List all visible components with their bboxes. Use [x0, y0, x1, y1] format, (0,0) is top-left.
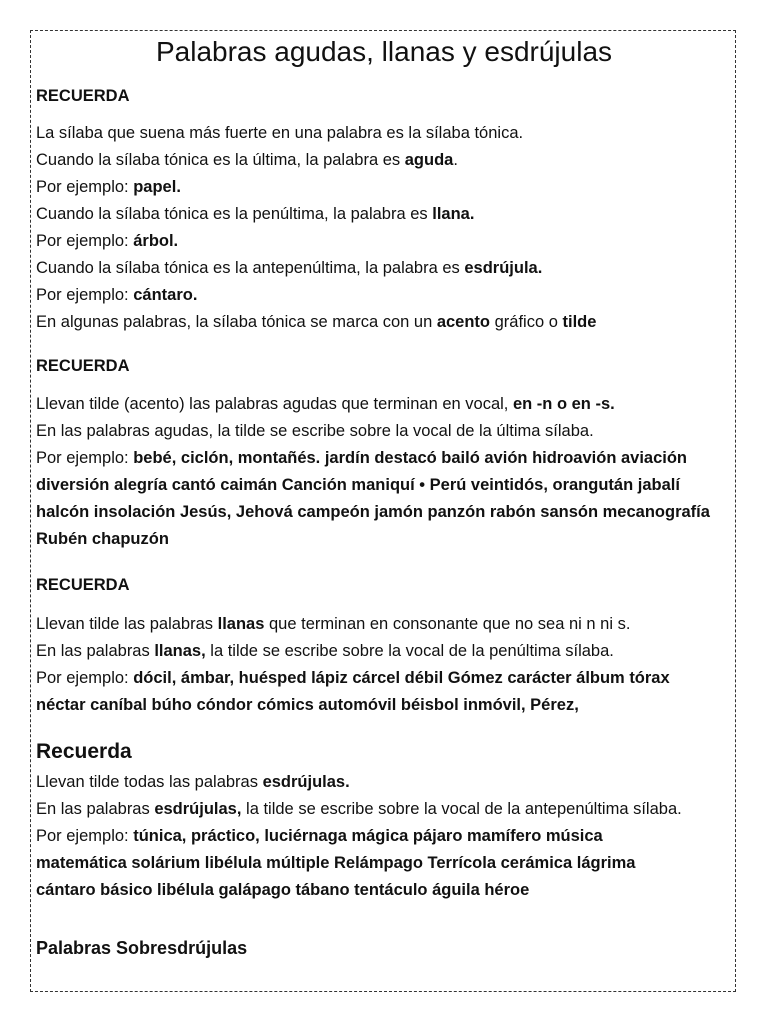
section2-line-1: Llevan tilde (acento) las palabras agudas que terminan en vocal, en -n o en -s. [36, 395, 615, 413]
section1-line-5: Por ejemplo: árbol. [36, 232, 179, 250]
section2-line-6: Rubén chapuzón [36, 530, 169, 548]
section3-line-3: Por ejemplo: dócil, ámbar, huésped lápiz cárcel débil Gómez carácter álbum tórax [36, 669, 670, 687]
section4-line-2: En las palabras esdrújulas, la tilde se escribe sobre la vocal de la antepenúltima sílaba. [36, 800, 682, 818]
section2-line-3: Por ejemplo: bebé, ciclón, montañés. jardín destacó bailó avión hidroavión aviación [36, 449, 688, 467]
section3-heading: RECUERDA [36, 576, 130, 594]
section1-heading: RECUERDA [36, 87, 130, 105]
section2-line-5: halcón insolación Jesús, Jehová campeón jamón panzón rabón sansón mecanografía [36, 503, 710, 521]
section3-line-1: Llevan tilde las palabras llanas que terminan en consonante que no sea ni n ni s. [36, 615, 631, 633]
section1-line-6: Cuando la sílaba tónica es la antepenúltima, la palabra es esdrújula. [36, 259, 543, 277]
section4-line-4: matemática solárium libélula múltiple Relámpago Terrícola cerámica lágrima [36, 854, 636, 872]
section1-line-7: Por ejemplo: cántaro. [36, 286, 198, 304]
section4-line-5: cántaro básico libélula galápago tábano tentáculo águila héroe [36, 881, 530, 899]
section2-line-2: En las palabras agudas, la tilde se escribe sobre la vocal de la última sílaba. [36, 422, 594, 440]
section2-line-4: diversión alegría cantó caimán Canción maniquí • Perú veintidós, orangután jabalí [36, 476, 680, 494]
section4-line-1: Llevan tilde todas las palabras esdrújulas. [36, 773, 350, 791]
section2-heading: RECUERDA [36, 357, 130, 375]
section4-line-3: Por ejemplo: túnica, práctico, luciérnaga mágica pájaro mamífero música [36, 827, 603, 845]
section1-line-8: En algunas palabras, la sílaba tónica se marca con un acento gráfico o tilde [36, 313, 597, 331]
section4-heading: Recuerda [36, 740, 132, 763]
section1-line-2: Cuando la sílaba tónica es la última, la palabra es aguda. [36, 151, 458, 169]
section3-line-4: néctar caníbal búho cóndor cómics automóvil béisbol inmóvil, Pérez, [36, 696, 579, 714]
section1-line-4: Cuando la sílaba tónica es la penúltima, la palabra es llana. [36, 205, 475, 223]
sobresdrujulas-heading: Palabras Sobresdrújulas [36, 938, 248, 958]
page-title: Palabras agudas, llanas y esdrújulas [155, 36, 613, 67]
section3-line-2: En las palabras llanas, la tilde se escribe sobre la vocal de la penúltima sílaba. [36, 642, 614, 660]
section1-line-1: La sílaba que suena más fuerte en una palabra es la sílaba tónica. [36, 124, 524, 142]
section1-line-3: Por ejemplo: papel. [36, 178, 181, 196]
